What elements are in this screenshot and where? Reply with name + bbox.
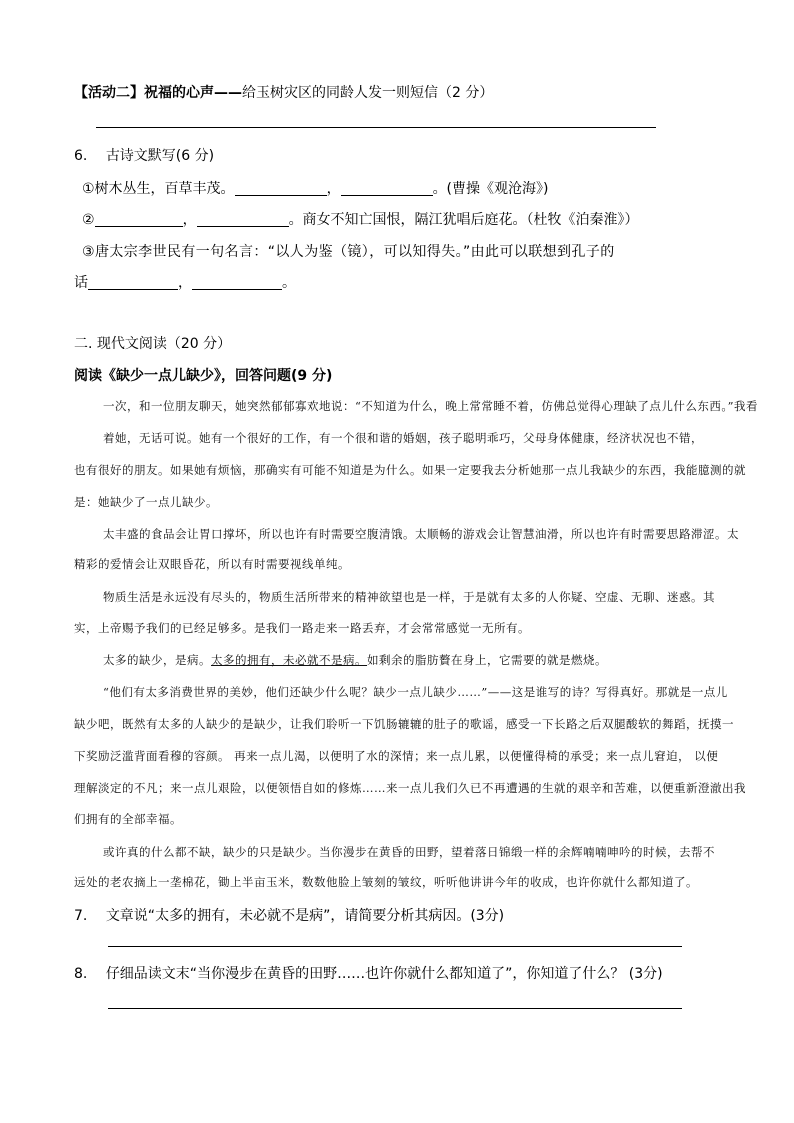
q6-line2-marker: ② <box>82 212 95 228</box>
article-p2-line2: 精彩的爱情会让双眼昏花，所以有时需要视线单纯。 <box>74 557 350 571</box>
article-p6-line2: 远处的老农摘上一垄棉花，锄上半亩玉米，数数他脸上皱刻的皱纹，听听他讲讲今年的收成，也许你就什么都知道了。 <box>74 875 698 889</box>
fill-blank[interactable] <box>88 275 178 290</box>
reading-title: 阅读《缺少一点儿缺少》，回答问题(9 分) <box>74 368 333 384</box>
article-p5-line2: 缺少吧，既然有太多的人缺少的是缺少，让我们聆听一下饥肠辘辘的肚子的歌谣，感受一下长路之后双腿酸软的舞蹈，抚摸一 <box>74 717 734 731</box>
article-p4-underlined: 太多的拥有，未必就不是病。 <box>211 653 367 667</box>
activity2-text: 给玉树灾区的同龄人发一则短信（2 分） <box>242 85 494 101</box>
q6-number: 6. <box>74 148 88 164</box>
q8-answer-line[interactable] <box>108 1008 682 1009</box>
article-p1-line1: 一次，和一位朋友聊天，她突然郁郁寡欢地说：“不知道为什么，晚上常常睡不着，仿佛总觉得心理缺了点儿什么东西。”我看 <box>103 399 759 413</box>
article-p1-line3: 也有很好的朋友。如果她有烦恼，那确实有可能不知道是为什么。如果一定要我去分析她那一点儿我缺少的东西，我能臆测的就 <box>74 463 746 477</box>
q7-number: 7. <box>74 908 88 924</box>
article-p4-rest: 如剩余的脂肪贅在身上，它需要的就是燃烧。 <box>367 653 607 667</box>
separator: ， <box>178 275 192 291</box>
q6-line1-source: 。(曹操《观沧海》) <box>432 181 549 197</box>
q6-line4-text: 话 <box>74 275 88 291</box>
q7-answer-line[interactable] <box>108 946 682 947</box>
q6-line2-text: 。商女不知亡国恨，隔江犹唱后庭花。（杜牧《泊秦淮》） <box>288 212 639 228</box>
fill-blank[interactable] <box>341 181 433 196</box>
article-p5-line5: 们拥有的全部幸福。 <box>74 812 182 826</box>
q6-title: 古诗文默写(6 分) <box>105 148 215 164</box>
separator: ， <box>182 212 197 228</box>
fill-blank[interactable] <box>95 212 183 227</box>
answer-line <box>96 127 656 128</box>
activity2-line <box>74 82 734 102</box>
q6-line1 <box>82 178 734 198</box>
q6-line1-text: ①树木丛生，百草丰茂。 <box>82 181 235 197</box>
article-p6-line1: 或许真的什么都不缺，缺少的只是缺少。当你漫步在黄昏的田野，望着落日锦缎一样的余辉喃喃呻吟的时候，去帮不 <box>103 845 715 859</box>
article-p4-text: 太多的缺少，是病。 <box>103 653 211 667</box>
q7-text: 文章说“太多的拥有，未必就不是病”，请简要分析其病因。(3分) <box>105 908 505 924</box>
fill-blank[interactable] <box>197 212 289 227</box>
article-p1-line4: 是：她缺少了一点儿缺少。 <box>74 495 218 509</box>
article-p5-line4: 理解淡定的不凡；来一点儿艰险，以便领悟自如的修炼……来一点儿我们久已不再遭遇的生就的艰辛和苦难，以便重新澄澈出我 <box>74 781 746 795</box>
separator: ， <box>326 181 341 197</box>
article-p5-line3: 下奖励泛滥背面看穆的容颜。 再来一点儿渴，以便明了水的深情；来一点儿累，以便懂得椅的承受；来一点儿窘迫， 以便 <box>74 749 719 763</box>
article-p2-line1: 太丰盛的食品会让胃口撑坏，所以也许有时需要空腹清饿。太顺畅的游戏会让智慧油滑，所以也许有时需要思路滞涩。太 <box>103 527 739 541</box>
period: 。 <box>282 275 296 291</box>
article-p3-line2: 实，上帝赐予我们的已经足够多。是我们一路走来一路丢弃，才会常常感觉一无所有。 <box>74 621 530 635</box>
section2-heading: 二. 现代文阅读（20 分） <box>74 336 232 352</box>
q6-heading <box>74 145 734 165</box>
q6-line2 <box>82 209 734 229</box>
fill-blank[interactable] <box>192 275 282 290</box>
q6-line3: ③唐太宗李世民有一句名言：“以人为鉴（镜），可以知得失。”由此可以联想到孔子的 <box>82 244 615 260</box>
q8-number: 8. <box>74 966 88 982</box>
q8 <box>74 963 734 983</box>
q8-text: 仔细品读文末“当你漫步在黄昏的田野……也许你就什么都知道了”，你知道了什么？ (3分) <box>105 966 663 982</box>
article-p4 <box>103 652 734 668</box>
activity2-title: 【活动二】祝福的心声—— <box>74 85 242 101</box>
fill-blank[interactable] <box>235 181 327 196</box>
article-p3-line1: 物质生活是永远没有尽头的，物质生活所带来的精神欲望也是一样，于是就有太多的人你疑、空虚、无聊、迷惑。其 <box>103 590 715 604</box>
article-p1-line2: 着她，无话可说。她有一个很好的工作，有一个很和谐的婚姻，孩子聪明乖巧，父母身体健康，经济状况也不错， <box>103 431 703 445</box>
q7 <box>74 905 734 925</box>
article-p5-line1: “他们有太多消费世界的美妙，他们还缺少什么呢？缺少一点儿缺少……”——这是谁写的诗？写得真好。那就是一点儿 <box>103 685 728 699</box>
q6-line4 <box>74 272 734 292</box>
